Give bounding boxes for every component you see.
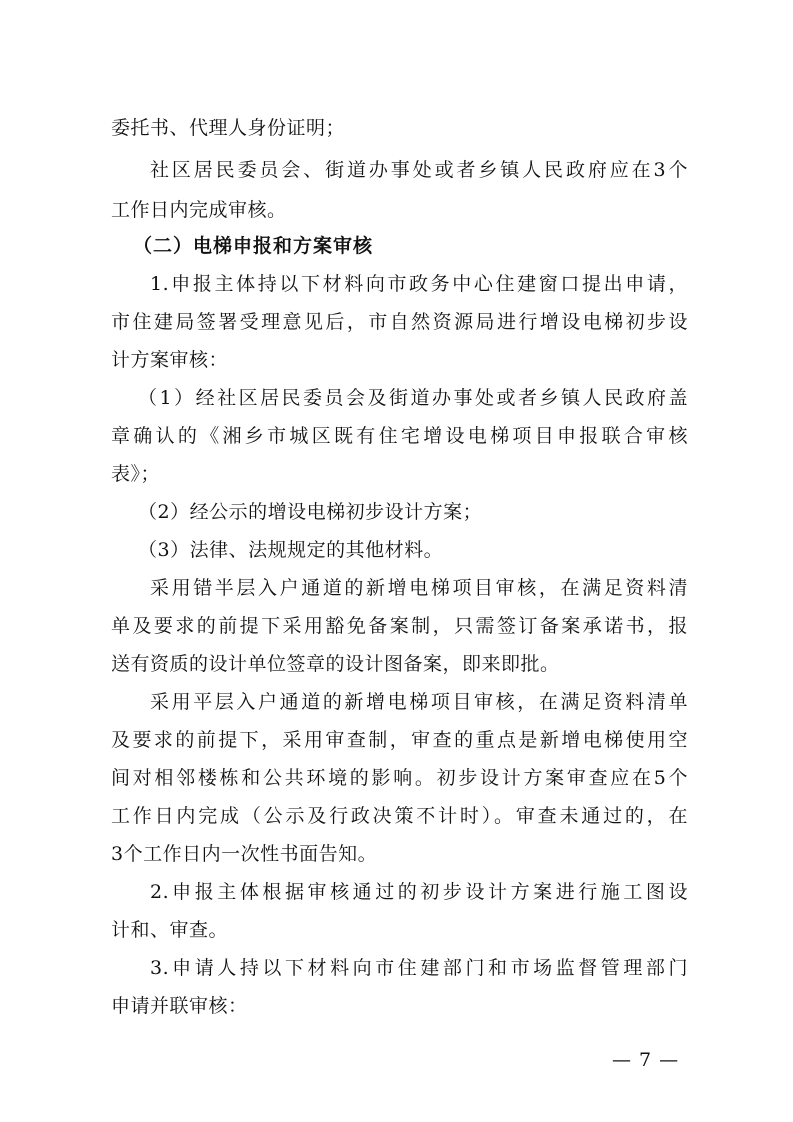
text-line-7: 计方案审核： [111, 349, 229, 371]
text-line-14: 单及要求的前提下采用豁免备案制，只需签订备案承诺书，报 [111, 615, 688, 637]
text-line-24: 申请并联审核： [111, 995, 248, 1017]
text-line-15: 送有资质的设计单位签章的设计图备案，即来即批。 [111, 653, 560, 675]
text-line-21: 2.申报主体根据审核通过的初步设计方案进行施工图设 [150, 881, 688, 903]
text-line-20: 3个工作日内一次性书面告知。 [111, 843, 378, 865]
text-line-9: 章确认的《湘乡市城区既有住宅增设电梯项目申报联合审核 [111, 425, 688, 447]
text-line-17: 及要求的前提下，采用审查制，审查的重点是新增电梯使用空 [111, 729, 688, 751]
text-line-3: 工作日内完成审核。 [111, 199, 287, 221]
text-line-1: 委托书、代理人身份证明； [111, 117, 346, 139]
text-line-2: 社区居民委员会、街道办事处或者乡镇人民政府应在3个 [150, 159, 688, 181]
text-line-19: 工作日内完成（公示及行政决策不计时）。审查未通过的，在 [111, 805, 688, 827]
text-line-18: 间对相邻楼栋和公共环境的影响。初步设计方案审查应在5个 [111, 767, 688, 789]
text-line-22: 计和、审查。 [111, 919, 229, 941]
text-line-6: 市住建局签署受理意见后，市自然资源局进行增设电梯初步设 [111, 311, 688, 333]
text-line-10: 表》； [111, 463, 161, 485]
text-line-11: （2）经公示的增设电梯初步设计方案； [138, 501, 483, 523]
text-line-13: 采用错半层入户通道的新增电梯项目审核，在满足资料清 [150, 577, 688, 599]
text-line-23: 3.申请人持以下材料向市住建部门和市场监督管理部门 [150, 957, 688, 979]
page-number: — 7 — [612, 1049, 680, 1071]
text-line-12: （3）法律、法规规定的其他材料。 [138, 539, 444, 561]
text-line-5: 1.申报主体持以下材料向市政务中心住建窗口提出申请， [150, 273, 688, 295]
text-line-8: （1）经社区居民委员会及街道办事处或者乡镇人民政府盖 [138, 387, 688, 409]
section-heading: （二）电梯申报和方案审核 [133, 235, 374, 257]
text-line-16: 采用平层入户通道的新增电梯项目审核，在满足资料清单 [150, 691, 688, 713]
